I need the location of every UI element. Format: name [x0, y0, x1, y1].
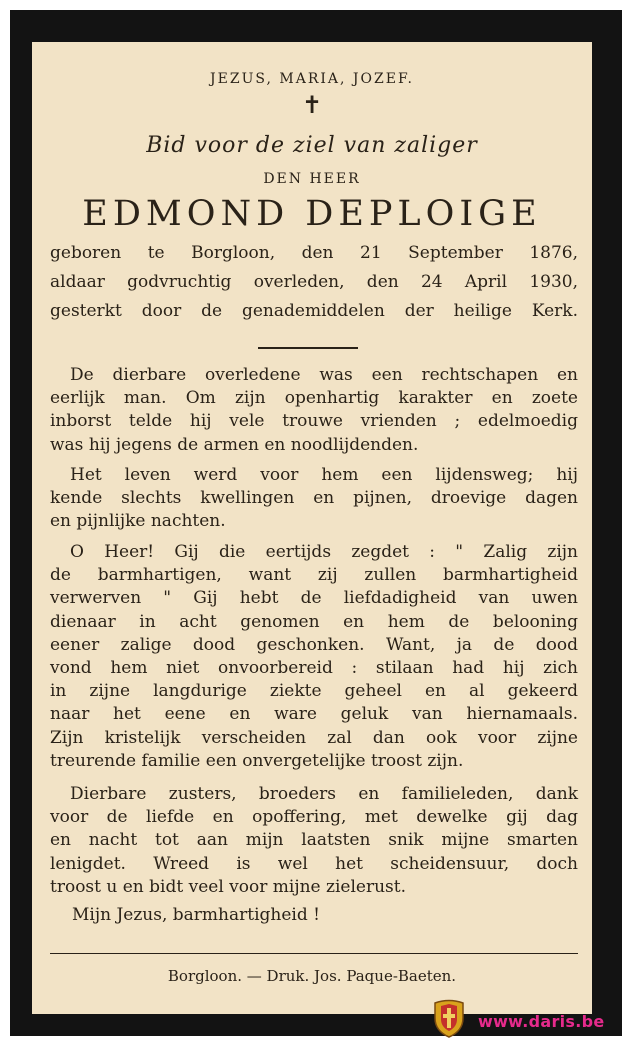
text-line: kende slechts kwellingen en pijnen, droevige dagen: [50, 488, 578, 509]
footer-divider: [50, 953, 578, 954]
heraldic-shield-icon: [432, 998, 466, 1038]
bio-line: geboren te Borgloon, den 21 September 1876,: [50, 243, 578, 263]
text-line: voor de liefde en opoffering, met dewelke gij dag: [50, 807, 578, 828]
title-prefix: DEN HEER: [263, 171, 361, 187]
text-line: Het leven werd voor hem een lijdensweg; hij: [70, 465, 578, 485]
text-line: en pijnlijke nachten.: [50, 511, 226, 532]
text-line: dienaar in acht genomen en hem de belooning: [50, 611, 578, 632]
card-header: JEZUS, MARIA, JOZEF.: [210, 71, 414, 87]
text-line: treurende familie een onvergetelijke troost zijn.: [50, 750, 464, 771]
text-line: vond hem niet onvoorbereid : stilaan had hij zich: [50, 658, 578, 679]
text-line: eener zalige dood geschonken. Want, ja de dood: [50, 634, 578, 655]
text-line: en nacht tot aan mijn laatsten snik mijne smarten: [50, 830, 578, 851]
text-line: was hij jegens de armen en noodlijdenden.: [50, 434, 419, 455]
text-line: De dierbare overledene was een rechtschapen en: [70, 365, 578, 385]
text-line: inborst telde hij vele trouwe vrienden ; edelmoedig: [50, 411, 578, 432]
prayer-line: Bid voor de ziel van zaliger: [146, 133, 478, 158]
text-line: verwerven " Gij hebt de liefdadigheid van uwen: [50, 588, 578, 609]
text-line: O Heer! Gij die eertijds zegdet : " Zalig zijn: [70, 542, 578, 562]
text-line: Zijn kristelijk verscheiden zal dan ook voor zijne: [50, 727, 578, 748]
text-line: troost u en bidt veel voor mijne zielerust.: [50, 876, 406, 897]
paragraph: [50, 364, 578, 457]
text-line: naar het eene en ware geluk van hiernamaals.: [50, 704, 578, 725]
text-line: in zijne langdurige ziekte geheel en al gekeerd: [50, 681, 578, 702]
cross-icon: ✝: [301, 91, 323, 119]
text-line: eerlijk man. Om zijn openhartig karakter en zoete: [50, 388, 578, 409]
biography: [50, 239, 578, 326]
deceased-name: EDMOND DEPLOIGE: [82, 194, 542, 234]
closing-prayer: Mijn Jezus, barmhartigheid !: [72, 905, 320, 925]
text-line: lenigdet. Wreed is wel het scheidensuur, doch: [50, 853, 578, 874]
bio-line: aldaar godvruchtig overleden, den 24 April 1930,: [50, 272, 578, 292]
bio-line: gesterkt door de genademiddelen der heilige Kerk.: [50, 301, 578, 321]
printer-imprint: Borgloon. — Druk. Jos. Paque-Baeten.: [167, 967, 457, 985]
memorial-card: [32, 42, 592, 1014]
paragraph: [50, 464, 578, 534]
text-line: Dierbare zusters, broeders en familieleden, dank: [70, 784, 578, 804]
text-line: de barmhartigen, want zij zullen barmhartigheid: [50, 565, 578, 586]
paragraph: [50, 783, 578, 899]
website-watermark: www.daris.be: [478, 1012, 605, 1031]
paragraph: [50, 541, 578, 773]
divider: [258, 347, 358, 349]
